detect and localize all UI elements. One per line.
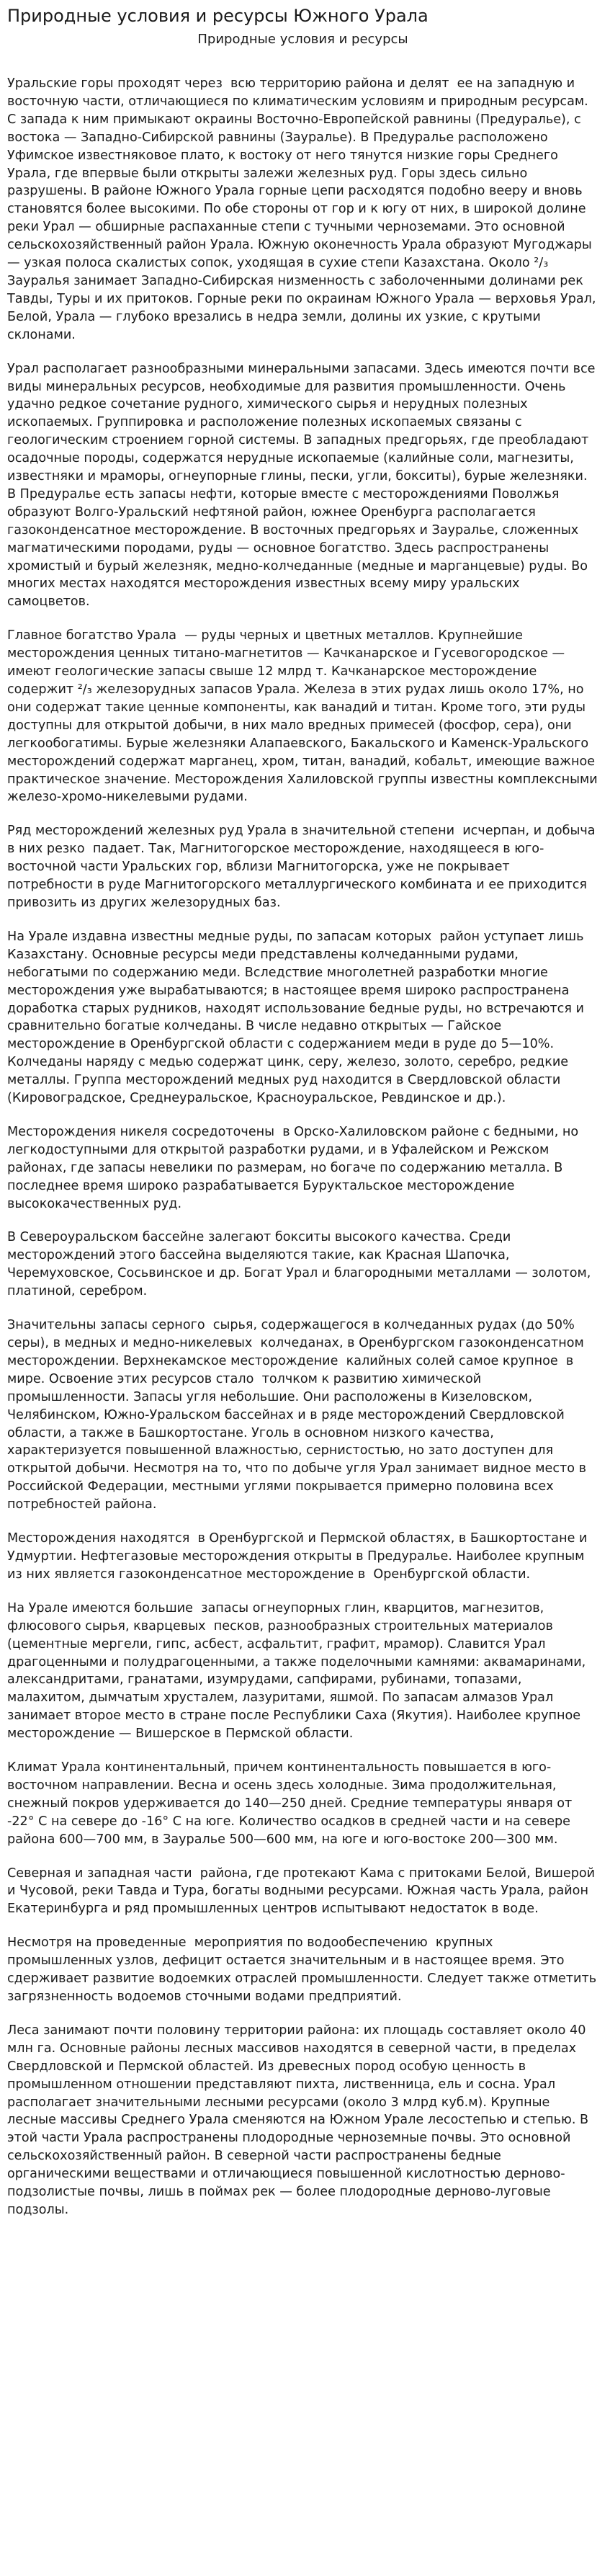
paragraph-water: Северная и западная части района, где протекают Кама с притоками Белой, Вишерой и Чусовой, реки Тавда и Тура, богаты водными ресурсами. Южная часть Урала, район Екатеринбурга и ряд промышленных центров испытывают недостаток в воде.: [7, 1866, 599, 1917]
paragraph-water-deficit: Несмотря на проведенные мероприятия по водообеспечению крупных промышленных узлов, дефицит остается значительным и в настоящее время. Это сдерживает развитие водоемких отраслей промышленности. Следует также отметить загрязненность водоемов сточными водами предприятий.: [7, 1935, 601, 2004]
paragraph-gems: На Урале имеются большие запасы огнеупорных глин, кварцитов, магнезитов, флюсового сырья, кварцевых песков, разнообразных строительных материалов (цементные мергели, гипс, асбест, асфальтит, графит, мрамор). Славится Урал драгоценными и полудрагоценными, а также поделочными камнями: аквамаринами, александритами, гранатами, изумрудами, сапфирами, рубинами, топазами, малахитом, дымчатым хрусталем, лазуритами, яшмой. По запасам алмазов Урал занимает второе место в стране после Республики Саха (Якутия). Наиболее крупное месторождение — Вишерское в Пермской области.: [7, 1600, 590, 1742]
paragraph-iron-depletion: Ряд месторождений железных руд Урала в значительной степени исчерпан, и добыча в них резко падает. Так, Магнитогорское месторождение, находящееся в юго-восточной части Уральских гор, вблизи Магнитогорска, уже не покрывает потребности в руде Магнитогорского металлургического комбината и ее приходится привозить из других железорудных баз.: [7, 824, 600, 910]
paragraph-copper: На Урале издавна известны медные руды, по запасам которых район уступает лишь Казахстану. Основные ресурсы меди представлены колчеданными рудами, небогатыми по содержанию меди. Вследствие многолетней разработки многие месторождения уже вырабатываются; в настоящее время широко распространена доработка старых рудников, находят использование бедные руды, но встречаются и сравнительно богатые колчеданы. В числе недавно открытых — Гайское месторождение в Оренбургской области с содержанием меди в руде до 5—10%. Колчеданы наряду с медью содержат цинк, серу, железо, золото, серебро, редкие металлы. Группа месторождений медных руд находится в Свердловской области (Кировоградское, Среднеуральское, Красноуральское, Ревдинское и др.).: [7, 929, 588, 1106]
paragraph-forests-soils: Леса занимают почти половину территории района: их площадь составляет около 40 млн га. Основные районы лесных массивов находятся в северной части, в пределах Свердловской и Пермской областей. Из древесных пород особую ценность в промышленном отношении представляют пихта, лиственница, ель и сосна. Урал располагает значительными лесными ресурсами (около 3 млрд куб.м). Крупные лесные массивы Среднего Урала сменяются на Южном Урале лесостепью и степью. В этой части Урала распространены плодородные черноземные почвы. Это основной сельскохозяйственный район. В северной части распространены бедные органическими веществами и отличающиеся повышенной кислотностью дерново-подзолистые почвы, лишь в поймах рек — более плодородные дерново-луговые подзолы.: [7, 2023, 593, 2217]
paragraph-climate: Климат Урала континентальный, причем континентальность повышается в юго-восточном направлении. Весна и осень здесь холодные. Зима продолжительная, снежный покров удерживается до 140—250 дней. Средние температуры января от -22° С на севере до -16° С на юге. Количество осадков в средней части и на севере района 600—700 мм, в Зауралье 500—600 мм, на юге и юго-востоке 200—300 мм.: [7, 1760, 576, 1847]
article-body: [7, 75, 602, 2219]
page-title: Природные условия и ресурсы Южного Урала: [7, 6, 429, 26]
page-subtitle: Природные условия и ресурсы: [197, 32, 408, 47]
paragraph-bauxite: В Североуральском бассейне залегают бокситы высокого качества. Среди месторождений этого бассейна выделяются такие, как Красная Шапочка, Черемуховское, Сосьвинское и др. Богат Урал и благородными металлами — золотом, платиной, серебром.: [7, 1230, 595, 1299]
paragraph-sulfur-coal: Значительны запасы серного сырья, содержащегося в колчеданных рудах (до 50% серы), в медных и медно-никелевых колчеданах, в Оренбургском газоконденсатном месторождении. Верхнекамское месторождение калийных солей самое крупное в мире. Освоение этих ресурсов стало толчком к развитию химической промышленности. Запасы угля небольшие. Они расположены в Кизеловском, Челябинском, Южно-Уральском бассейнах и в ряде месторождений Свердловской области, а также в Башкортостане. Уголь в основном низкого качества, характеризуется повышенной влажностью, сернистостью, но зато доступен для открытой добычи. Несмотря на то, что по добыче угля Урал занимает видное место в Российской Федерации, местными углями покрывается примерно половина всех потребностей района.: [7, 1318, 591, 1512]
paragraph-relief: Уральские горы проходят через всю территорию района и делят ее на западную и восточную части, отличающиеся по климатическим условиям и природным ресурсам. С запада к ним примыкают окраины Восточно-Европейской равнины (Предуралье), с востока — Западно-Сибирской равнины (Зауралье). В Предуралье расположено Уфимское известняковое плато, к востоку от него тянутся низкие горы Среднего Урала, где впервые были открыты залежи железных руд. Горы здесь сильно разрушены. В районе Южного Урала горные цепи расходятся подобно вееру и вновь становятся более высокими. По обе стороны от гор и к югу от них, в широкой долине реки Урал — обширные распаханные степи с тучными черноземами. Это основной сельскохозяйственный район Урала. Южную оконечность Урала образуют Мугоджары — узкая полоса скалистых сопок, уходящая в сухие степи Казахстана. Около ²/₃ Зауралья занимает Западно-Сибирская низменность с заболоченными долинами рек Тавды, Туры и их притоков. Горные реки по окраинам Южного Урала — верховья Урал, Белой, Урала — глубоко врезались в недра земли, долины их узкие, с крутыми склонами.: [7, 76, 601, 342]
paragraph-nickel: Месторождения никеля сосредоточены в Орско-Халиловском районе с бедными, но легкодоступными для открытой разработки рудами, и в Уфалейском и Режском районах, где запасы невелики по размерам, но богаче по содержанию металла. В последнее время широко разрабатывается Буруктальское месторождение высококачественных руд.: [7, 1124, 583, 1211]
paragraph-oil-gas: Месторождения находятся в Оренбургской и Пермской областях, в Башкортостане и Удмуртии. Нефтегазовые месторождения открыты в Предуралье. Наиболее крупным из них является газоконденсатное месторождение в Оренбургской области.: [7, 1531, 592, 1582]
paragraph-ores: Главное богатство Урала — руды черных и цветных металлов. Крупнейшие месторождения ценных титано-магнетитов — Качканарское и Гусевогородское — имеют геологические запасы свыше 12 млрд т. Качканарское месторождение содержит ²/₃ железорудных запасов Урала. Железа в этих рудах лишь около 17%, но они содержат такие ценные компоненты, как ванадий и титан. Кроме того, эти руды доступны для открытой добычи, в них мало вредных примесей (фосфор, сера), они легкообогатимы. Бурые железняки Алапаевского, Бакальского и Каменск-Уральского месторождений содержат марганец, хром, титан, ванадий, кобальт, имеющие важное практическое значение. Месторождения Халиловской группы известны комплексными железо-хромо-никелевыми рудами.: [7, 628, 602, 805]
paragraph-minerals: Урал располагает разнообразными минеральными запасами. Здесь имеются почти все виды минеральных ресурсов, необходимые для развития промышленности. Очень удачно редкое сочетание рудного, химического сырья и нерудных полезных ископаемых. Группировка и расположение полезных ископаемых связаны с геологическим строением горной системы. В западных предгорьях, где преобладают осадочные породы, содержатся нерудные ископаемые (калийные соли, магнезиты, известняки и мраморы, огнеупорные глины, пески, угли, бокситы), бурые железняки. В Предуралье есть запасы нефти, которые вместе с месторождениями Поволжья образуют Волго-Уральский нефтяной район, южнее Оренбурга располагается газоконденсатное месторождение. В восточных предгорьях и Зауралье, сложенных магматическими породами, руды — основное богатство. Здесь распространены хромистый и бурый железняк, медно-колчеданные (медные и марганцевые) руды. Во многих местах находятся месторождения известных всему миру уральских самоцветов.: [7, 361, 600, 610]
